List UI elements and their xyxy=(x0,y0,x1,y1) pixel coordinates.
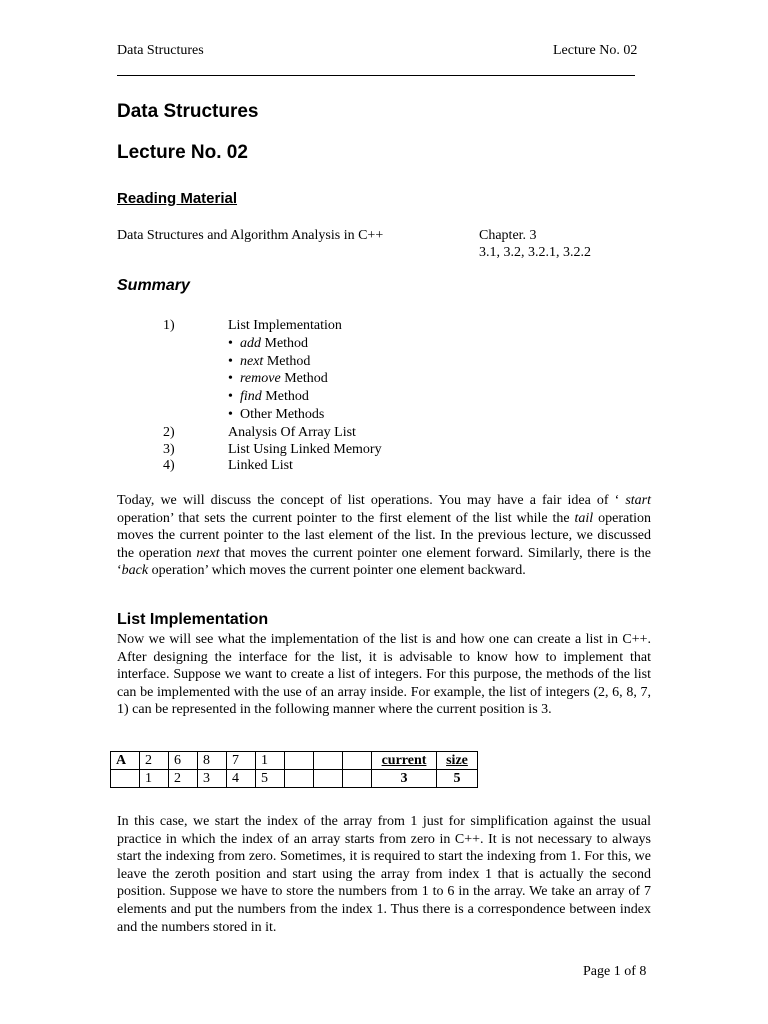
array-value-cell: 2 xyxy=(140,752,169,770)
size-label: size xyxy=(437,752,478,770)
subitem-text: Method xyxy=(280,371,328,386)
array-index-cell xyxy=(285,770,314,788)
reading-material-heading: Reading Material xyxy=(117,190,238,207)
summary-item-number: 1) xyxy=(163,318,175,333)
subitem-text: Method xyxy=(261,389,309,404)
array-value-cell xyxy=(343,752,372,770)
page-number: Page 1 of 8 xyxy=(583,964,647,979)
summary-item-text: List Using Linked Memory xyxy=(228,442,382,457)
bullet-icon: • xyxy=(228,354,233,369)
subitem-text: Method xyxy=(263,354,311,369)
array-value-cell: 7 xyxy=(227,752,256,770)
subitem-text: Other Methods xyxy=(240,407,325,422)
text-run: Today, we will discuss the concept of list operations. You may have a fair idea of ‘ xyxy=(117,493,626,508)
table-row xyxy=(111,752,478,770)
header-rule xyxy=(117,75,635,76)
summary-subitem xyxy=(228,336,308,352)
summary-subitem xyxy=(228,407,324,423)
lecture-title: Lecture No. 02 xyxy=(117,142,248,163)
array-value-cell: 1 xyxy=(256,752,285,770)
intro-paragraph xyxy=(117,492,651,580)
array-index-cell: 1 xyxy=(140,770,169,788)
text-run-italic: back xyxy=(121,563,149,579)
summary-item-text: Linked List xyxy=(228,458,293,473)
text-run: that moves the current pointer one element forward. Similarly, there is the ‘ xyxy=(117,545,651,579)
current-label: current xyxy=(372,752,437,770)
table-row xyxy=(111,770,478,788)
text-run-italic: next xyxy=(196,545,220,561)
array-label: A xyxy=(111,752,140,770)
list-implementation-paragraph: Now we will see what the implementation of the list is and how one can create a list in C++. After designing the interface for the list, it is advisable to know how to implement that interface. Suppose we want to create a list of integers. For this purpose, the methods of the list can be implemented with the use of an array inside. For example, the list of integers (2, 6, 8, 7, 1) can be represented in the following manner where the current position is 3. xyxy=(117,632,651,718)
list-implementation-heading: List Implementation xyxy=(117,611,269,628)
current-value: 3 xyxy=(372,770,437,788)
array-index-cell xyxy=(314,770,343,788)
bullet-icon: • xyxy=(228,407,233,422)
array-index-cell: 5 xyxy=(256,770,285,788)
summary-heading: Summary xyxy=(117,277,190,294)
bullet-icon: • xyxy=(228,371,233,386)
bullet-icon: • xyxy=(228,389,233,404)
text-run: operation’ that sets the current pointer to the first element of the list while the xyxy=(117,510,575,526)
array-index-cell: 4 xyxy=(227,770,256,788)
size-value: 5 xyxy=(437,770,478,788)
array-value-cell xyxy=(285,752,314,770)
summary-item-text: List Implementation xyxy=(228,318,342,333)
summary-subitem xyxy=(228,354,310,370)
method-name: add xyxy=(240,336,261,351)
subitem-text: Method xyxy=(261,336,309,351)
summary-subitem xyxy=(228,389,309,405)
text-run-italic: start xyxy=(625,493,651,508)
summary-item-number: 2) xyxy=(163,425,175,440)
bullet-icon: • xyxy=(228,336,233,351)
running-header-right: Lecture No. 02 xyxy=(553,43,638,58)
array-value-cell: 6 xyxy=(169,752,198,770)
array-table xyxy=(110,751,478,788)
array-value-cell: 8 xyxy=(198,752,227,770)
array-index-cell xyxy=(343,770,372,788)
reading-chapter: Chapter. 3 xyxy=(479,228,537,243)
array-index-cell: 2 xyxy=(169,770,198,788)
reading-sections: 3.1, 3.2, 3.2.1, 3.2.2 xyxy=(479,245,591,260)
summary-item-text: Analysis Of Array List xyxy=(228,425,356,440)
text-run: operation’ which moves the current pointer one element backward. xyxy=(148,563,526,579)
reading-book-title: Data Structures and Algorithm Analysis in C++ xyxy=(117,228,384,243)
summary-item-number: 4) xyxy=(163,458,175,473)
indexing-paragraph: In this case, we start the index of the array from 1 just for simplification against the usual practice in which the index of an array starts from zero in C++. It is not necessary to always start the indexing from zero. Sometimes, it is required to start the indexing from 1. For this, we leave the zeroth position and start using the array from index 1 that is actually the second position. Suppose we have to store the numbers from 1 to 6 in the array. We take an array of 7 elements and put the numbers from the index 1. Thus there is a correspondence between index and the numbers stored in it. xyxy=(117,814,651,935)
text-run: operation moves the current pointer to the last element of the list. In the previous lecture, we discussed the operation xyxy=(117,510,651,561)
text-run-italic: tail xyxy=(574,510,594,526)
method-name: find xyxy=(240,389,262,404)
method-name: remove xyxy=(240,371,281,386)
array-index-cell: 3 xyxy=(198,770,227,788)
empty-cell xyxy=(111,770,140,788)
summary-item-number: 3) xyxy=(163,442,175,457)
page-title: Data Structures xyxy=(117,101,259,122)
running-header-left: Data Structures xyxy=(117,43,204,58)
method-name: next xyxy=(240,354,264,369)
array-value-cell xyxy=(314,752,343,770)
summary-subitem xyxy=(228,371,328,387)
